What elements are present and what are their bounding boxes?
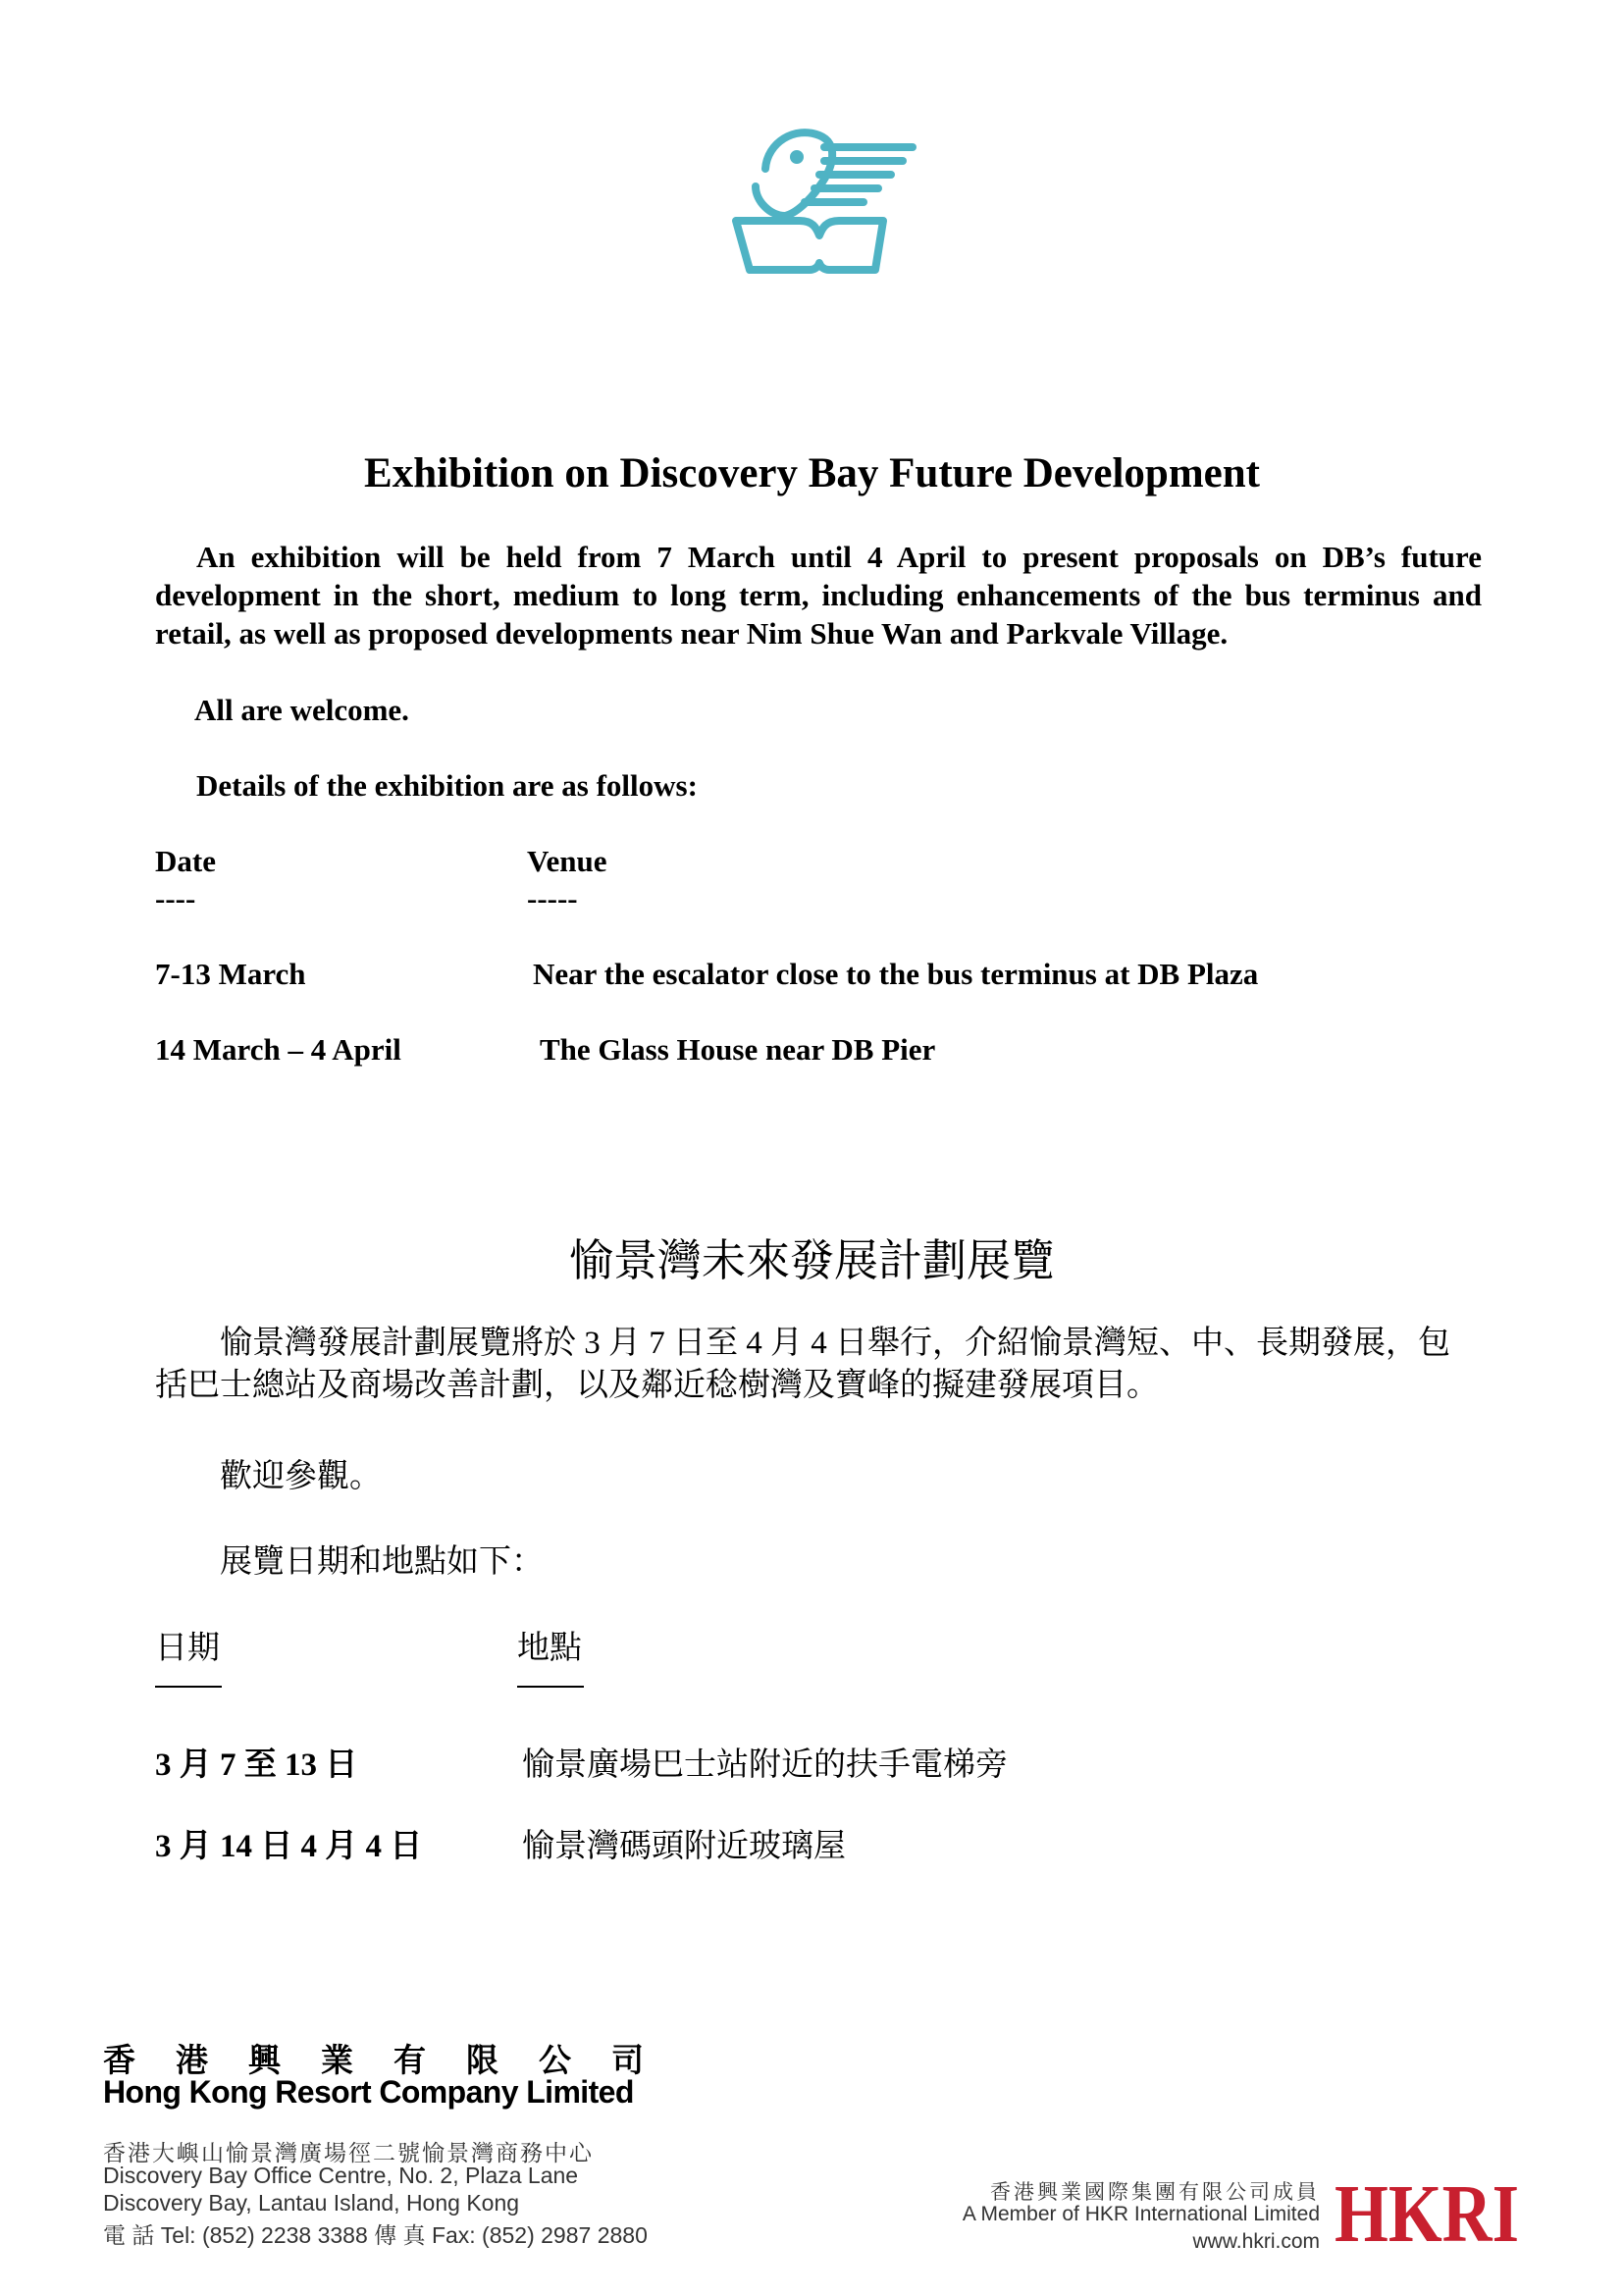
company-name-chinese: 香港興業有限公司 — [103, 2042, 684, 2078]
english-venue-header: Venue — [527, 844, 607, 878]
english-welcome: All are welcome. — [194, 693, 409, 727]
english-row-1-venue: Near the escalator close to the bus terminus at DB Plaza — [533, 957, 1259, 991]
company-name-english: Hong Kong Resort Company Limited — [103, 2074, 634, 2110]
chinese-date-underline — [155, 1686, 222, 1688]
chinese-date-header: 日期 — [155, 1631, 220, 1666]
website: www.hkri.com — [1192, 2230, 1320, 2253]
chinese-row-1-venue: 愉景廣場巴士站附近的扶手電梯旁 — [522, 1747, 1008, 1783]
member-chinese: 香港興業國際集團有限公司成員 — [990, 2181, 1320, 2204]
english-title: Exhibition on Discovery Bay Future Development — [364, 450, 1260, 496]
address-line-2: Discovery Bay, Lantau Island, Hong Kong — [103, 2190, 520, 2216]
bird-on-book-icon — [726, 108, 913, 285]
phone-fax: 電 話 Tel: (852) 2238 3388 傳 真 Fax: (852) 2987 2880 — [103, 2222, 648, 2248]
chinese-row-1-date: 3 月 7 至 13 日 — [155, 1747, 358, 1783]
english-date-header: Date — [155, 844, 216, 878]
address-line-1: Discovery Bay Office Centre, No. 2, Plaza Lane — [103, 2163, 579, 2188]
english-details: Details of the exhibition are as follows: — [196, 768, 698, 803]
english-row-2-venue: The Glass House near DB Pier — [540, 1032, 936, 1067]
chinese-venue-underline — [517, 1686, 584, 1688]
chinese-title: 愉景灣未來發展計劃展覽 — [568, 1236, 1055, 1285]
chinese-venue-header: 地點 — [517, 1631, 582, 1666]
chinese-row-2-venue: 愉景灣碼頭附近玻璃屋 — [522, 1829, 846, 1864]
english-venue-dashes: ----- — [527, 881, 578, 915]
chinese-intro: 愉景灣發展計劃展覽將於 3 月 7 日至 4 月 4 日舉行，介紹愉景灣短、中、長期發展，包括巴士總站及商場改善計劃，以及鄰近稔樹灣及寶峰的擬建發展項目。 — [155, 1326, 1450, 1403]
member-english: A Member of HKR International Limited — [962, 2203, 1320, 2225]
chinese-welcome: 歡迎參觀。 — [220, 1459, 382, 1494]
english-row-1-date: 7-13 March — [155, 957, 306, 991]
english-date-dashes: ---- — [155, 881, 196, 915]
chinese-row-2-date: 3 月 14 日 4 月 4 日 — [155, 1829, 423, 1864]
hkri-logo — [1335, 2168, 1521, 2260]
svg-text:HKRI: HKRI — [1335, 2168, 1519, 2260]
address-chinese: 香港大嶼山愉景灣廣場徑二號愉景灣商務中心 — [103, 2140, 594, 2165]
english-intro: An exhibition will be held from 7 March until 4 April to present proposals on DB’s future development in the short, medium to long term, including enhancements of the bus terminus and retail, as well as proposed developments near Nim Shue Wan and Parkvale Village. — [155, 540, 1482, 651]
chinese-details: 展覽日期和地點如下： — [220, 1544, 544, 1580]
english-row-2-date: 14 March – 4 April — [155, 1032, 401, 1067]
